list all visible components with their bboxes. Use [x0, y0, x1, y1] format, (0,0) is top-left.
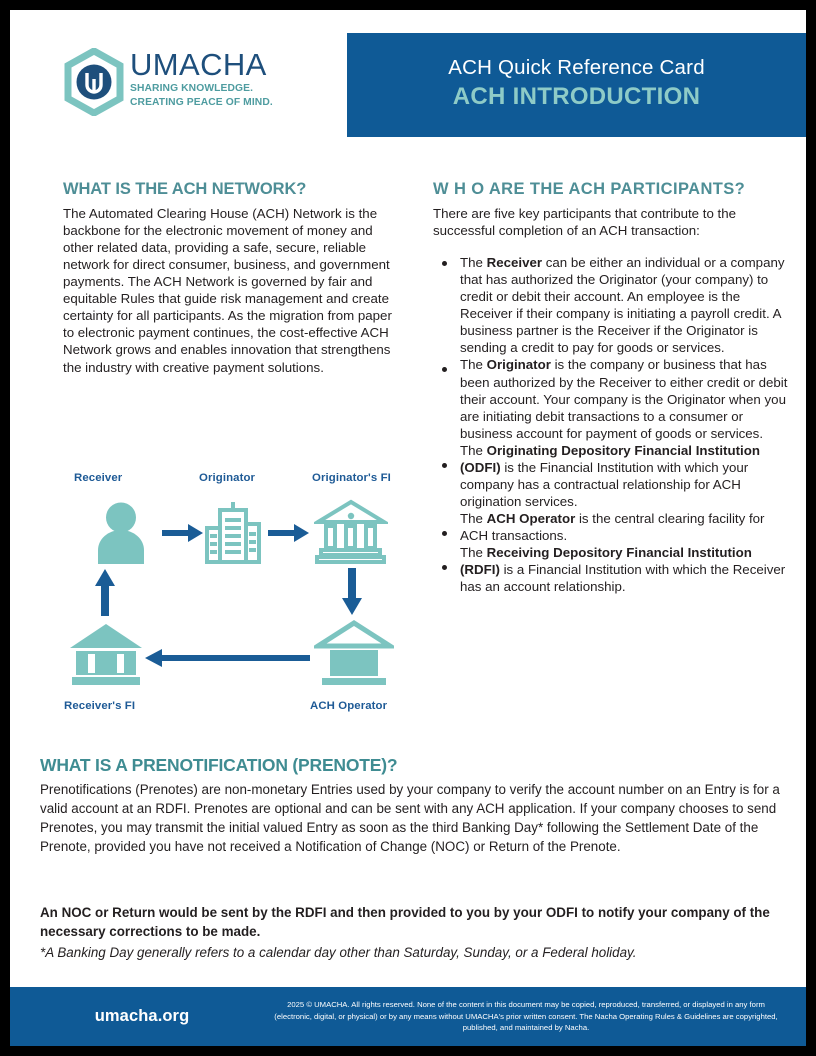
list-item — [433, 254, 790, 356]
umacha-hexagon-u-logo-icon — [63, 48, 125, 116]
footer-website-link[interactable]: umacha.org — [94, 1007, 190, 1025]
logo-tagline-line1: SHARING KNOWLEDGE. — [130, 83, 254, 94]
participants-list — [433, 254, 790, 596]
logo-tagline-line2: CREATING PEACE OF MIND. — [130, 96, 273, 108]
list-item-text: The Receiving Depository Financial Institution (RDFI) is a Financial Institution with which the Receiver has an account relationship. — [460, 545, 786, 595]
header-banner — [347, 33, 806, 137]
footer-bar — [10, 987, 806, 1046]
arrow-operator-to-rdfi-icon — [144, 648, 310, 668]
arrow-originator-to-odfi-icon — [268, 523, 310, 543]
ach-participants-section — [433, 180, 790, 596]
noc-note-bold: An NOC or Return would be sent by the RDFI and then provided to you by your ODFI to notify your company of the necessary corrections to be made. — [40, 905, 770, 940]
office-building-icon — [204, 500, 262, 564]
list-item-text: The Originating Depository Financial Institution (ODFI) is the Financial Institution with which your company has a contractual relationship for ACH origination services. — [460, 442, 760, 510]
person-icon — [92, 502, 150, 564]
arrow-rdfi-to-receiver-icon — [94, 568, 116, 616]
list-item — [433, 442, 790, 510]
list-item-text: The Originator is the company or business that has been authorized by the Receiver to either credit or debit their account. Your company is the Originator when you are initiating debit transactions to a consumer or business account for payment of goods or services. — [460, 357, 788, 441]
ach-network-body: The Automated Clearing House (ACH) Network is the backbone for the electronic movement of money and other related data, providing a safe, secure, reliable network for direct consumer, business, and government payments. The ACH Network is governed by fair and equitable Rules that guide risk management and create certainty for all participants. As the migration from paper to electronic payment continues, the cost-effective ACH Network grows and enables innovation that strengthens the industry with creative payment solutions. — [63, 205, 392, 375]
diagram-label-originator-fi: Originator's FI — [312, 472, 391, 484]
diagram-label-receivers-fi: Receiver's FI — [64, 700, 136, 712]
bank-columns-icon — [314, 498, 388, 564]
footer-copyright: 2025 © UMACHA. All rights reserved. None of the content in this document may be copied, reproduced, transferred, or displayed in any form (electronic, digital, or physical) or by any means without UMACHA's prior written consent. The Nacha Operating Rules & Guidelines are copyrighted, published, and maintained by Nacha. — [274, 999, 778, 1033]
bullet-marker — [442, 367, 447, 372]
diagram-label-originator: Originator — [199, 472, 256, 484]
diagram-label-ach-operator: ACH Operator — [310, 700, 388, 712]
ach-participants-intro: There are five key participants that contribute to the successful completion of an ACH transaction: — [433, 205, 737, 238]
list-item — [433, 510, 790, 544]
ach-network-heading: WHAT IS THE ACH NETWORK? — [63, 180, 307, 198]
prenotification-section — [40, 755, 792, 857]
bank-solid-icon — [314, 620, 394, 688]
diagram-label-receiver: Receiver — [74, 472, 123, 484]
bullet-marker — [442, 463, 447, 468]
bullet-marker — [442, 261, 447, 266]
prenotification-body: Prenotifications (Prenotes) are non-monetary Entries used by your company to verify the account number on an Entry is for a valid account at an RDFI. Prenotes are optional and can be sent with any ACH application. If your company chooses to send Prenotes, you may transmit the initial valued Entry as soon as the third Banking Day* following the Settlement Date of the Prenote, provided you have not received a Notification of Change (NOC) or Return of the Prenote. — [40, 782, 780, 854]
page-title: ACH INTRODUCTION — [452, 83, 701, 111]
logo-wordmark: UMACHA — [130, 47, 267, 82]
ach-flow-diagram — [56, 472, 406, 720]
bullet-marker — [442, 565, 447, 570]
arrow-odfi-to-operator-icon — [341, 568, 363, 616]
ach-participants-heading: W H O ARE THE ACH PARTICIPANTS? — [433, 180, 746, 198]
header-banner-inner — [347, 33, 806, 137]
prenotification-heading: WHAT IS A PRENOTIFICATION (PRENOTE)? — [40, 755, 398, 775]
bank-filled-icon — [66, 620, 146, 688]
bullet-marker — [442, 531, 447, 536]
ach-network-section — [63, 180, 403, 376]
card-sheet — [10, 10, 806, 1046]
arrow-receiver-to-originator-icon — [162, 523, 204, 543]
list-item-text: The ACH Operator is the central clearing facility for ACH transactions. — [460, 511, 765, 544]
logo-wordmark-group — [130, 49, 310, 110]
list-item-text: The Receiver can be either an individual or a company that has authorized the Originator (your company) to credit or debit their account. An employee is the Receiver if their company is initiating a payroll credit. A business partner is the Receiver if the Originator is sending a credit to pay for goods or services. — [460, 254, 785, 356]
list-item — [433, 544, 790, 595]
banking-day-footnote: *A Banking Day generally refers to a calendar day other than Saturday, Sunday, or a Federal holiday. — [40, 945, 637, 961]
umacha-logo — [63, 43, 313, 127]
header-eyebrow: ACH Quick Reference Card — [448, 55, 705, 79]
list-item — [433, 356, 790, 441]
noc-note-block — [40, 903, 792, 962]
